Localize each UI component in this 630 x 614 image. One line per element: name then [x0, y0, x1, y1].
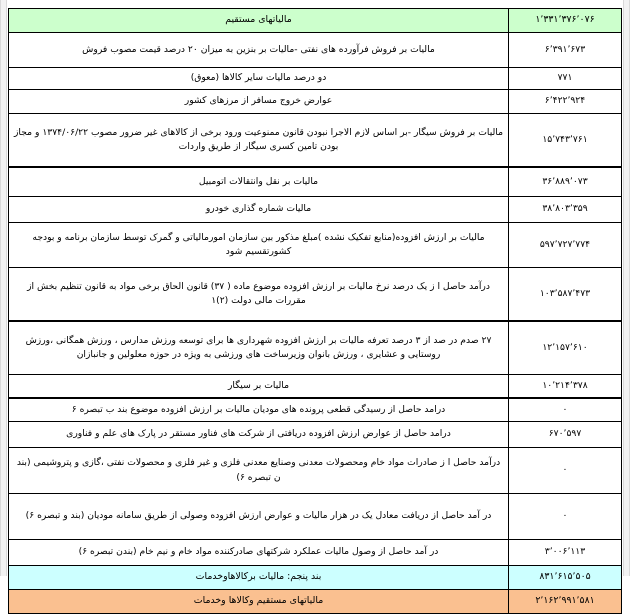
- row-description: مالیاتهای مستقیم: [9, 9, 509, 33]
- table-row[interactable]: [9, 494, 622, 540]
- row-description: درآمد حاصل ا ز صادرات مواد خام ومحصولات معدنی وصنایع معدنی فلزی و غیر فلزی و محصولات نفتی ،گازی و پتروشیمی (بند ن تبصره ۶): [9, 448, 509, 494]
- row-description: مالیات بر فروش سیگار -بر اساس لازم الاجرا نبودن قانون ممنوعیت ورود برخی از کالاهای غیر ضرور مصوب ۱۳۷۴/۰۶/۲۲ و مجاز بودن تامین کسری سیگار از طریق واردات: [9, 114, 509, 168]
- row-amount: ۳٬۰۰۶٬۱۱۳: [509, 540, 622, 566]
- row-amount: ۳۶٬۸۸۹٬۰۷۳: [509, 167, 622, 197]
- table-row[interactable]: [9, 375, 622, 399]
- row-amount: ۷۷۱: [509, 68, 622, 90]
- row-amount: ۰: [509, 398, 622, 422]
- row-amount: ۱۰٬۲۱۴٬۳۷۸: [509, 375, 622, 399]
- row-description: بند پنجم: مالیات برکالاهاوخدمات: [9, 566, 509, 590]
- table-row[interactable]: [9, 114, 622, 168]
- row-description: مالیات شماره گذاری خودرو: [9, 197, 509, 223]
- row-description: مالیات بر ارزش افزوده(منابع تفکیک نشده )مبلغ مذکور بین سازمان امورمالیاتی و گمرک توسط سازمان برنامه و بودجه کشورتقسیم شود: [9, 223, 509, 268]
- row-description: مالیات بر نقل وانتقالات اتومبیل: [9, 167, 509, 197]
- row-description: درامد حاصل از رسیدگی قطعی پرونده های مودیان مالیات بر ارزش افزوده موضوع بند ب تبصره ۶: [9, 398, 509, 422]
- table-body: [9, 9, 622, 614]
- row-amount: ۶۷۰٬۵۹۷: [509, 422, 622, 448]
- row-amount: ۰: [509, 494, 622, 540]
- row-amount: ۲٬۱۶۲٬۹۹۱٬۵۸۱: [509, 590, 622, 614]
- table-row[interactable]: [9, 33, 622, 68]
- row-description: درآمد حاصل ا ز یک درصد نرخ مالیات بر ارزش افزوده موضوع ماده ( ۳۷) قانون الحاق برخی مواد به قانون تنظیم بخش از مقررات مالی دولت (۲)۱: [9, 268, 509, 322]
- row-description: عوارض خروج مسافر از مرزهای کشور: [9, 90, 509, 114]
- row-description: مالیات بر سیگار: [9, 375, 509, 399]
- tax-revenue-table: [8, 8, 622, 614]
- table-row-total[interactable]: [9, 590, 622, 614]
- table-row[interactable]: [9, 422, 622, 448]
- page-edge-left: [0, 0, 7, 576]
- table-row[interactable]: [9, 398, 622, 422]
- row-amount: ۰: [509, 448, 622, 494]
- row-amount: ۳۸٬۸۰۳٬۳۵۹: [509, 197, 622, 223]
- table-row[interactable]: [9, 9, 622, 33]
- table-row[interactable]: [9, 540, 622, 566]
- row-amount: ۱٬۳۳۱٬۳۷۶٬۰۷۶: [509, 9, 622, 33]
- row-description: مالیات بر فروش فرآورده های نفتی -مالیات بر بنزین به میزان ۲۰ درصد قیمت مصوب فروش: [9, 33, 509, 68]
- table-row[interactable]: [9, 167, 622, 197]
- row-amount: ۶٬۴۲۲٬۹۲۴: [509, 90, 622, 114]
- table-row[interactable]: [9, 197, 622, 223]
- page-edge-right: [623, 0, 630, 576]
- table-row[interactable]: [9, 223, 622, 268]
- table-row[interactable]: [9, 448, 622, 494]
- row-amount: ۶٬۳۹۱٬۶۷۳: [509, 33, 622, 68]
- table-row[interactable]: [9, 321, 622, 375]
- row-description: مالیاتهای مستقیم وکالاها وخدمات: [9, 590, 509, 614]
- row-description: در آمد حاصل از دریافت معادل یک در هزار مالیات و عوارض ارزش افزوده وصولی از طریق سامانه مودیان (بند و تبصره ۶): [9, 494, 509, 540]
- table-row[interactable]: [9, 268, 622, 322]
- row-amount: ۸۳۱٬۶۱۵٬۵۰۵: [509, 566, 622, 590]
- row-description: درامد حاصل از عوارض ارزش افزوده دریافتی از شرکت های فناور مستقر در پارک های علم و فناوری: [9, 422, 509, 448]
- row-amount: ۱۰۳٬۵۸۷٬۴۷۳: [509, 268, 622, 322]
- table-row[interactable]: [9, 90, 622, 114]
- row-description: دو درصد مالیات سایر کالاها (معوق): [9, 68, 509, 90]
- row-description: ۲۷ صدم در صد از ۳ درصد تعرفه مالیات بر ارزش افزوده شهرداری ها برای توسعه ورزش مدارس ، ورزش همگانی ،ورزش روستایی و عشایری ، ورزش بانوان وزیرساخت های ورزشی به ویژه در حوزه معلولین و جانبازان: [9, 321, 509, 375]
- table-row[interactable]: [9, 68, 622, 90]
- row-description: در آمد حاصل از وصول مالیات عملکرد شرکتهای صادرکننده مواد خام و نیم خام (بندن تبصره ۶): [9, 540, 509, 566]
- row-amount: ۱۵٬۷۴۳٬۷۶۱: [509, 114, 622, 168]
- row-amount: ۱۲٬۱۵۷٬۶۱۰: [509, 321, 622, 375]
- table-row-subtotal[interactable]: [9, 566, 622, 590]
- row-amount: ۵۹۷٬۷۲۷٬۷۷۴: [509, 223, 622, 268]
